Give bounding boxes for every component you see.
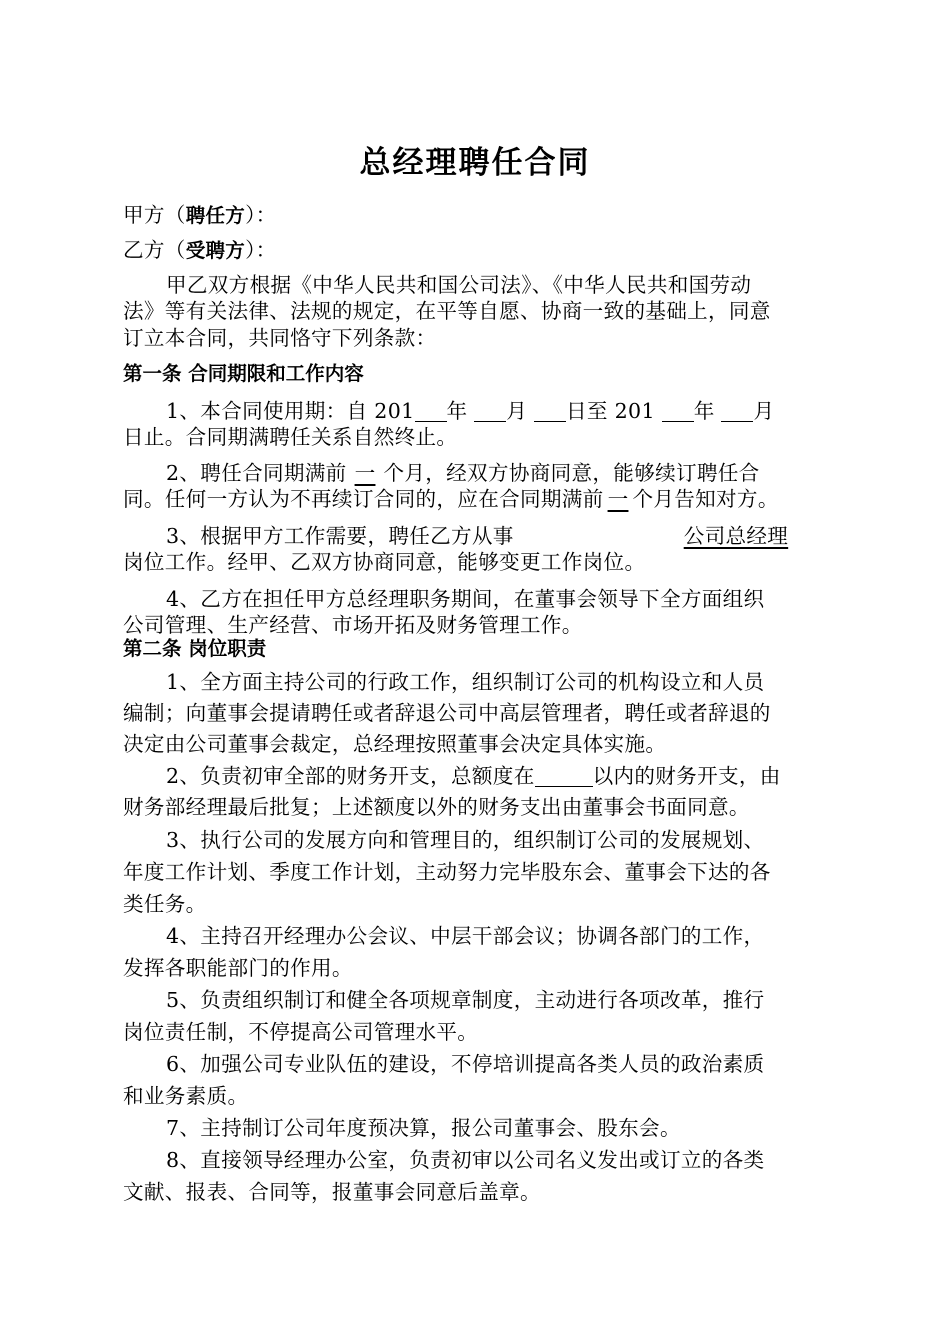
article-1-heading: 第一条 合同期限和工作内容 (123, 362, 364, 385)
a2-clause-5-line-2: 岗位责任制，不停提高公司管理水平。 (123, 1020, 479, 1044)
a1-c2-text-a: 2、聘任合同期满前 (166, 461, 347, 485)
blank-start-day (534, 399, 566, 422)
party-a-suffix: ）： (245, 203, 277, 227)
a1-c1-text-a: 1、本合同使用期：自 201 (166, 399, 415, 423)
a1-c1-text-c: 月 (506, 399, 534, 423)
a1-clause-4-line-2: 公司管理、生产经营、市场开拓及财务管理工作。 (123, 613, 583, 637)
a1-c2-text-b: 个月，经双方协商同意，能够续订聘任合 (383, 461, 760, 485)
a2-clause-8-line-1: 8、直接领导经理办公室，负责初审以公司名义发出或订立的各类 (166, 1148, 765, 1172)
a2-clause-4-line-2: 发挥各职能部门的作用。 (123, 956, 353, 980)
a2-clause-4-line-1: 4、主持召开经理办公会议、中层干部会议；协调各部门的工作， (166, 924, 765, 948)
a1-clause-2-line-1 (166, 459, 871, 487)
party-b-suffix: ）： (245, 238, 277, 262)
document-title: 总经理聘任合同 (359, 145, 591, 181)
a1-c2-text-c: 同。任何一方认为不再续订合同的，应在合同期满前 (123, 487, 604, 511)
a1-clause-3-line-2: 岗位工作。经甲、乙双方协商同意，能够变更工作岗位。 (123, 550, 646, 574)
intro-line-1: 甲乙双方根据《中华人民共和国公司法》、《中华人民共和国劳动 (166, 273, 752, 297)
renewal-notice-months: 一 (354, 461, 376, 485)
a1-clause-1-line-2: 日止。合同期满聘任关系自然终止。 (123, 425, 458, 449)
blank-start-year (415, 399, 447, 422)
party-a-prefix: 甲方（ (123, 203, 186, 227)
intro-line-3: 订立本合同，共同恪守下列条款： (123, 326, 437, 350)
party-b-line (123, 236, 828, 265)
blank-end-month (721, 399, 753, 422)
a2-clause-3-line-3: 类任务。 (123, 892, 207, 916)
party-b-prefix: 乙方（ (123, 238, 186, 262)
a1-c2-text-d: 个月告知对方。 (632, 487, 779, 511)
a2-clause-7-line-1: 7、主持制订公司年度预决算，报公司董事会、股东会。 (166, 1116, 681, 1140)
a1-clause-2-line-2 (123, 485, 828, 513)
blank-end-year (662, 399, 694, 422)
a2-clause-8-line-2: 文献、报表、合同等，报董事会同意后盖章。 (123, 1180, 541, 1204)
position-field: 公司总经理 (683, 524, 789, 548)
a2-clause-6-line-2: 和业务素质。 (123, 1084, 249, 1108)
a1-clause-4-line-1: 4、乙方在担任甲方总经理职务期间，在董事会领导下全方面组织 (166, 587, 765, 611)
article-2-heading: 第二条 岗位职责 (123, 637, 267, 660)
a2-clause-1-line-2: 编制；向董事会提请聘任或者辞退公司中高层管理者，聘任或者辞退的 (123, 701, 771, 725)
a2-clause-2-line-1 (166, 762, 871, 790)
a2-c2-text-a: 2、负责初审全部的财务开支，总额度在 (166, 764, 535, 788)
a2-clause-3-line-2: 年度工作计划、季度工作计划，主动努力完毕股东会、董事会下达的各 (123, 860, 771, 884)
a2-clause-1-line-3: 决定由公司董事会裁定，总经理按照董事会决定具体实施。 (123, 732, 667, 756)
party-a-line (123, 201, 828, 230)
a1-c1-text-e: 年 (693, 399, 722, 423)
blank-start-month (474, 399, 506, 422)
party-b-role: 受聘方 (185, 239, 246, 262)
a2-clause-2-line-2: 财务部经理最后批复；上述额度以外的财务支出由董事会书面同意。 (123, 795, 750, 819)
a1-c1-text-b: 年 (446, 399, 475, 423)
a1-c3-text-a: 3、根据甲方工作需要，聘任乙方从事 (166, 524, 514, 548)
a1-c1-text-d: 日至 201 (566, 399, 662, 423)
a2-clause-1-line-1: 1、全方面主持公司的行政工作，组织制订公司的机构设立和人员 (166, 670, 765, 694)
a2-clause-3-line-1: 3、执行公司的发展方向和管理目的，组织制订公司的发展规划、 (166, 828, 765, 852)
intro-line-2: 法》等有关法律、法规的规定，在平等自愿、协商一致的基础上，同意 (123, 299, 771, 323)
a2-c2-text-b: 以内的财务开支，由 (592, 764, 781, 788)
party-a-role: 聘任方 (185, 204, 246, 227)
a2-clause-5-line-1: 5、负责组织制订和健全各项规章制度，主动进行各项改革，推行 (166, 988, 765, 1012)
a2-clause-6-line-1: 6、加强公司专业队伍的建设，不停培训提高各类人员的政治素质 (166, 1052, 765, 1076)
termination-notice-months: 一 (607, 487, 629, 511)
a1-clause-3-line-1 (166, 522, 871, 550)
a1-c1-text-f: 月 (753, 399, 775, 423)
blank-expense-limit (535, 764, 593, 787)
a1-clause-1-line-1 (166, 397, 871, 425)
